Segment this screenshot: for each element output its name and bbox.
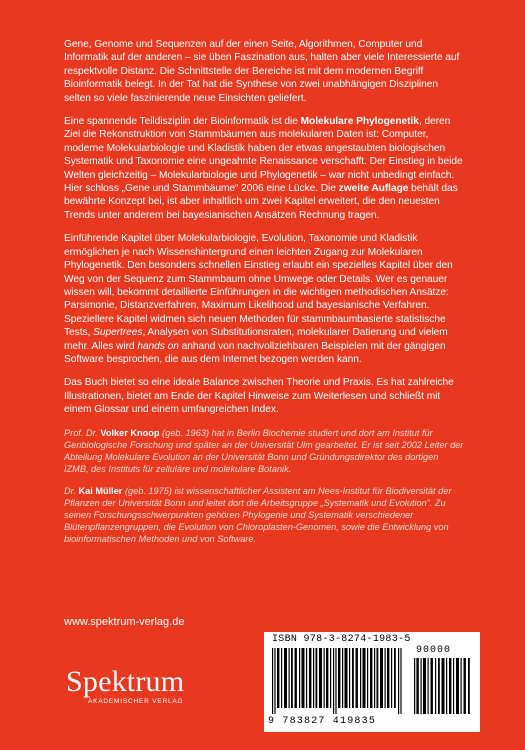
ean-number: 9 783827 419835 bbox=[268, 716, 377, 727]
back-cover-text bbox=[64, 38, 464, 555]
bio-text: (geb. 1963) hat in Berlin Biochemie studiert und dort am Institut für Genbiologische Forschung und später an der Universität Ulm gearbeitet. Er ist seit 2002 Leiter der Abteilung Molekulare Evolution an der Universität Bonn und Gründungsdirektor des dortigen IZMB, des Instituts für zelluläre und molekulare Botanik. bbox=[64, 427, 464, 474]
author-name: Kai Müller bbox=[78, 485, 123, 496]
text-span: anhand von nachvollziehbaren Beispielen mit der gängigen Software besprochen, die aus dem Internet bezogen werden kann. bbox=[64, 340, 446, 365]
author-bio-mueller bbox=[64, 485, 464, 545]
summary-text: Das Buch bietet so eine ideale Balance zwischen Theorie und Praxis. Es hat zahlreiche Illustrationen, bietet am Ende der Kapitel Hinweise zum Weiterlesen und schließt mit einem Glossar und einem umfangreichen Index. bbox=[64, 377, 454, 416]
barcode-panel bbox=[264, 632, 480, 732]
summary-paragraph bbox=[64, 376, 464, 416]
emphasis-molekulare-phylogenetik: Molekulare Phylogenetik bbox=[300, 116, 419, 128]
text-span: , deren Ziel die Rekonstruktion von Stammbäumen aus molekularen Daten ist: Computer, moderne Molekularbiologie und Kladistik haben der etwas angestaubten biologischen Systematik und Taxonomie eine ungeahnte Renaissance verschafft. Der Einstieg in beide Welten gleichzeitig – Molekularbiologie und Phylogenetik – war nicht unbedingt einfach. Hier schloss „Gene und Stammbäume“ 2006 eine Lücke. Die bbox=[64, 116, 463, 195]
publisher-url[interactable]: www.spektrum-verlag.de bbox=[64, 616, 185, 628]
author-name: Volker Knoop bbox=[100, 427, 160, 438]
bio-prefix: Dr. bbox=[64, 485, 79, 496]
intro-paragraph bbox=[64, 38, 464, 105]
intro-text: Gene, Genome und Sequenzen auf der einen Seite, Algorithmen, Computer und Informatik auf der anderen – sie üben Faszination aus, halten aber viele Interessierte auf respektvolle Distanz. Die Schnittstelle der Bereiche ist mit dem modernen Begriff Bioinformatik belegt. In der Tat hat die Synthese von zwei unabhängigen Disziplinen selten so viele faszinierende neue Einsichten geliefert. bbox=[64, 39, 460, 104]
addon-number: 90000 bbox=[416, 645, 452, 656]
text-span: Eine spannende Teildisziplin der Bioinformatik ist die bbox=[64, 116, 301, 128]
logo-subtitle: AKADEMISCHER VERLAG bbox=[88, 698, 184, 705]
phylogenetics-paragraph bbox=[64, 115, 464, 222]
bio-text: (geb. 1975) ist wissenschaftlicher Assistent am Nees-Institut für Biodiversität der Pflanzen der Universität Bonn und leitet dort die Arbeitsgruppe „Systematik und Evolution“. Zu seinen Forschungsschwerpunkten gehören Phylogenie und Systematik verschiedener Blütenpflanzengruppen, die Evolution von Chloroplasten-Genomen, sowie die Entwicklung von bioinformatischen Methoden und von Software. bbox=[64, 485, 452, 544]
text-span: behält das bewährte Konzept bei, ist aber inhaltlich um zwei Kapitel erweitert, die den neuesten Trends unter anderem bei bayesianischen Ansätzen Rechnung tragen. bbox=[64, 183, 458, 221]
isbn-label: ISBN 978-3-8274-1983-5 bbox=[272, 634, 411, 645]
emphasis-supertrees: Supertrees bbox=[93, 327, 143, 339]
logo-wordmark: Spektrum bbox=[66, 665, 185, 698]
addon-barcode bbox=[414, 658, 472, 714]
text-span: Einführende Kapitel über Molekularbiologie, Evolution, Taxonomie und Kladistik ermöglichen je nach Wissenshintergrund einen leichten Zugang zur Molekularen Phylogenetik. Den besonders schnellen Einstieg erlaubt ein spezielles Kapitel über den Weg von der Sequenz zum Stammbaum ohne Umwege oder Details. Wer es genauer wissen will, bekommt detaillierte Einführungen in die wichtigen methodischen Ansätze: Parsimonie, Distanzverfahren, Maximum Likelihood und bayesianische Verfahren. Speziellere Kapitel widmen sich neuen Methoden für stammbaumbasierte statistische Tests, bbox=[64, 233, 453, 339]
ean-barcode bbox=[272, 648, 402, 714]
text-span: , Analysen von Substitutionsraten, molekularer Datierung und vielem mehr. Alles wird bbox=[64, 327, 448, 352]
bio-prefix: Prof. Dr. bbox=[64, 427, 101, 438]
author-bio-knoop bbox=[64, 427, 464, 475]
publisher-logo bbox=[66, 667, 196, 705]
emphasis-zweite-auflage: zweite Auflage bbox=[338, 183, 409, 195]
emphasis-hands-on: hands on bbox=[137, 340, 179, 352]
chapters-paragraph bbox=[64, 232, 464, 366]
